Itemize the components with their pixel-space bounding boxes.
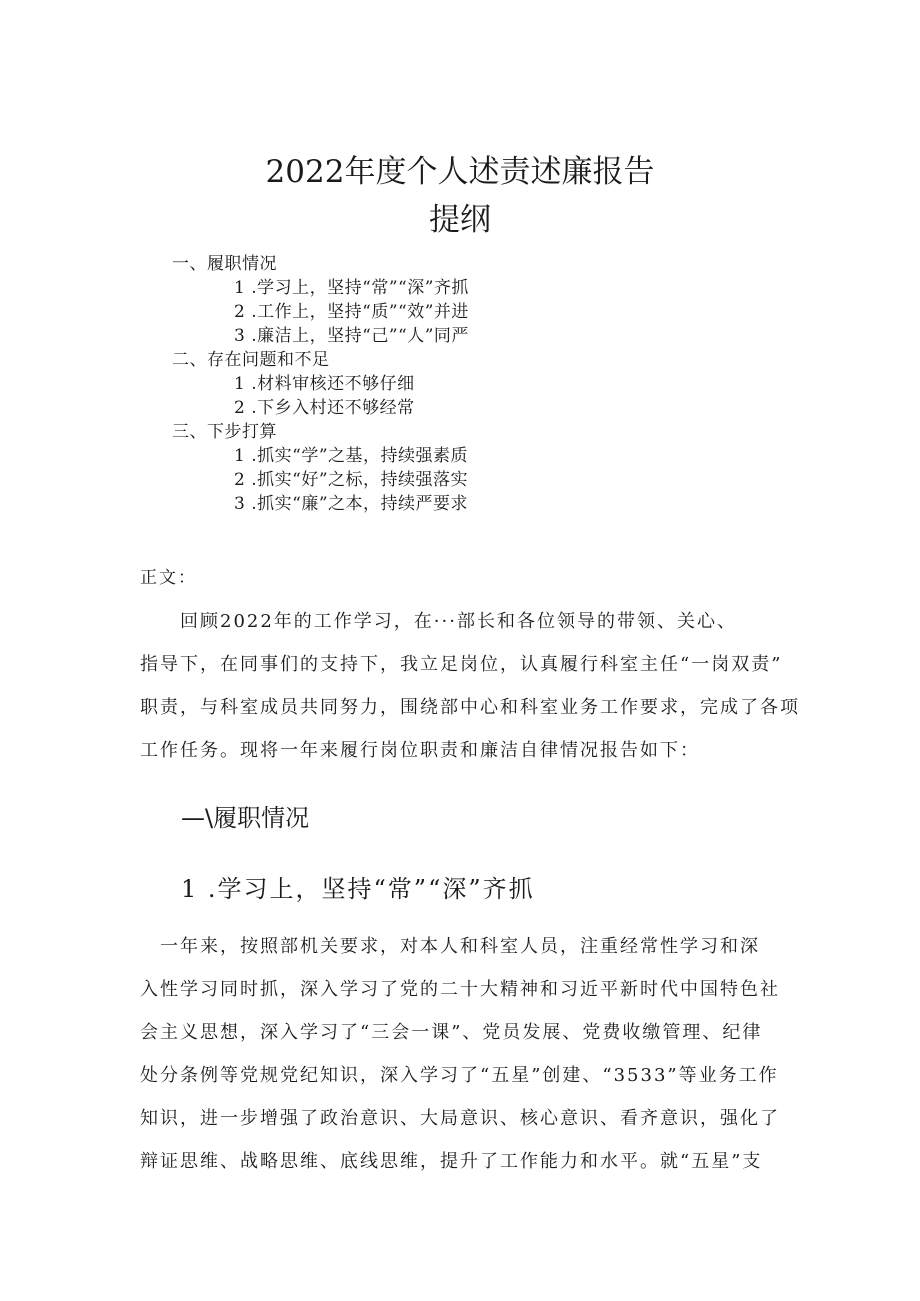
paragraph-line: 会主义思想，深入学习了“三会一课”、党员发展、党费收缴管理、纪律 [140, 1022, 763, 1043]
paragraph-line: 处分条例等党规党纪知识，深入学习了“五星”创建、“3533”等业务工作 [140, 1065, 779, 1086]
paragraph-line: 一年来，按照部机关要求，对本人和科室人员，注重经常性学习和深 [140, 936, 760, 957]
outline-item: 2 .工作上，坚持“质”“效”并进 [234, 302, 469, 322]
paragraph-line: 入性学习同时抓，深入学习了党的二十大精神和习近平新时代中国特色社 [140, 979, 780, 1000]
subsection-heading: 1 .学习上，坚持“常”“深”齐抓 [181, 875, 535, 903]
document-subtitle: 提纲 [429, 202, 491, 238]
outline-section-1: 一、履职情况 [172, 254, 277, 274]
body-label: 正文： [140, 568, 197, 588]
paragraph-line: 回顾2022年的工作学习，在···部长和各位领导的带领、关心、 [140, 611, 737, 632]
paragraph-line: 辩证思维、战略思维、底线思维，提升了工作能力和水平。就“五星”支 [140, 1151, 763, 1172]
outline-item: 1 .材料审核还不够仔细 [234, 374, 415, 394]
outline-item: 1 .学习上，坚持“常”“深”齐抓 [234, 278, 469, 298]
outline-item: 2 .抓实“好”之标，持续强落实 [234, 470, 469, 490]
outline-item: 2 .下乡入村还不够经常 [234, 398, 415, 418]
outline-section-3: 三、下步打算 [172, 422, 277, 442]
outline-item: 3 .抓实“廉”之本，持续严要求 [234, 494, 469, 514]
section-heading: —\履职情况 [181, 804, 310, 832]
paragraph-line: 工作任务。现将一年来履行岗位职责和廉洁自律情况报告如下： [140, 740, 700, 761]
paragraph-line: 职责，与科室成员共同努力，围绕部中心和科室业务工作要求，完成了各项 [140, 697, 800, 718]
outline-section-2: 二、存在问题和不足 [172, 350, 330, 370]
outline-item: 1 .抓实“学”之基，持续强素质 [234, 446, 469, 466]
paragraph-line: 知识，进一步增强了政治意识、大局意识、核心意识、看齐意识，强化了 [140, 1108, 780, 1129]
paragraph-line: 指导下，在同事们的支持下，我立足岗位，认真履行科室主任“一岗双责” [140, 654, 783, 675]
document-title: 2022年度个人述责述廉报告 [265, 154, 655, 190]
outline-item: 3 .廉洁上，坚持“己”“人”同严 [234, 326, 469, 346]
